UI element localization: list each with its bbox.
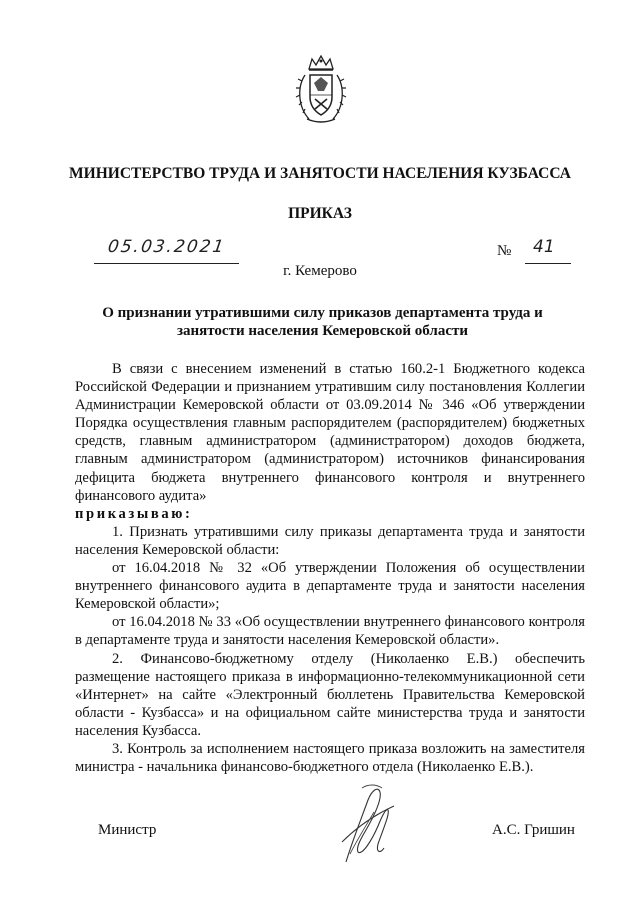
- repealed-order-32: от 16.04.2018 № 32 «Об утверждении Положения об осуществлении внутреннего финансового аудита в департаменте труда и занятости населения Кемеровской области»;: [75, 560, 585, 613]
- order-date: 05.03.2021: [106, 237, 227, 257]
- kuzbass-coat-of-arms-icon: [295, 55, 347, 127]
- clause-3-paragraph: 3. Контроль за исполнением настоящего приказа возложить на заместителя министра - начальника финансово-бюджетного отдела (Николаенко Е.В.).: [75, 740, 585, 776]
- repealed-order-33: от 16.04.2018 № 33 «Об осуществлении внутреннего финансового контроля в департаменте труда и занятости населения Кемеровской области».: [75, 614, 585, 649]
- order-word: приказываю:: [75, 505, 193, 522]
- signatory-name: А.С. Гришин: [492, 822, 575, 838]
- ministry-name: МИНИСТЕРСТВО ТРУДА И ЗАНЯТОСТИ НАСЕЛЕНИЯ КУЗБАССА: [69, 165, 571, 182]
- city: г. Кемерово: [283, 263, 357, 279]
- order-number: 41: [533, 237, 555, 257]
- preamble-paragraph: В связи с внесением изменений в статью 160.2-1 Бюджетного кодекса Российской Федерации и признанием утратившим силу постановления Коллегии Администрации Кемеровской области от 03.09.2014 № 346 «Об утверждении Порядка осуществления главным распорядителем (распорядителем) бюджетных средств, главным администратором (администратором) доходов бюджета, главным администратором (администратором) источников финансирования дефицита бюджета внутреннего финансового контроля и внутреннего финансового аудита»: [75, 361, 585, 504]
- order-number-label: №: [497, 243, 512, 259]
- clause-1-paragraph: 1. Признать утратившими силу приказы департамента труда и занятости населения Кемеровской области:: [75, 523, 585, 558]
- order-date-field: [94, 237, 239, 264]
- handwritten-signature: [338, 782, 398, 867]
- order-number-field: [525, 237, 571, 264]
- document-type: ПРИКАЗ: [288, 205, 352, 222]
- signatory-position: Министр: [98, 822, 157, 838]
- order-body: [75, 360, 585, 776]
- order-title: О признании утратившими силу приказов департамента труда и занятости населения Кемеровской области: [102, 305, 543, 339]
- clause-2-paragraph: 2. Финансово-бюджетному отделу (Николаенко Е.В.) обеспечить размещение настоящего приказа в информационно-телекоммуникационной сети «Интернет» на сайте «Электронный бюллетень Правительства Кемеровской области - Кузбасса» и на официальном сайте министерства труда и занятости населения Кузбасса.: [75, 650, 585, 739]
